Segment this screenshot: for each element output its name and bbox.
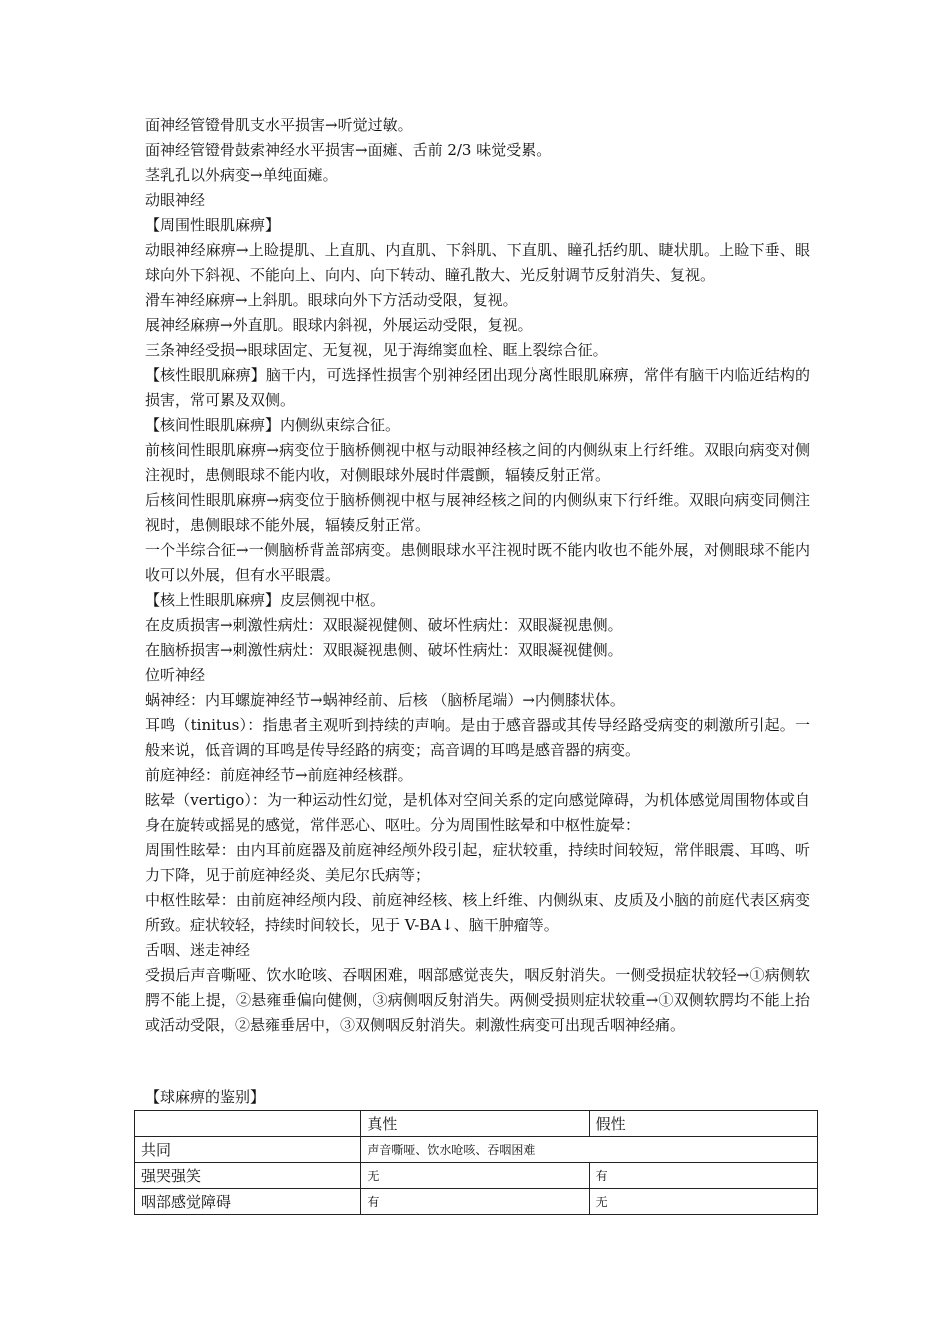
table-row xyxy=(135,1163,818,1189)
section-heading: 动眼神经 xyxy=(145,191,206,209)
table-header-cell xyxy=(135,1111,361,1137)
paragraph: 三条神经受损→眼球固定、无复视，见于海绵窦血栓、眶上裂综合征。 xyxy=(145,341,608,359)
paragraph: 【核上性眼肌麻痹】皮层侧视中枢。 xyxy=(145,591,386,609)
paragraph: 周围性眩晕：由内耳前庭器及前庭神经颅外段引起，症状较重，持续时间较短，常伴眼震、耳鸣、听力下降，见于前庭神经炎、美尼尔氏病等； xyxy=(145,841,810,884)
paragraph: 【核间性眼肌麻痹】内侧纵束综合征。 xyxy=(145,416,401,434)
table-cell: 声音嘶哑、饮水呛咳、吞咽困难 xyxy=(361,1137,818,1163)
table-header-row xyxy=(135,1111,818,1137)
paragraph: 面神经管镫骨肌支水平损害→听觉过敏。 xyxy=(145,116,413,134)
paragraph: 后核间性眼肌麻痹→病变位于脑桥侧视中枢与展神经核之间的内侧纵束下行纤维。双眼向病变同侧注视时，患侧眼球不能外展，辐辏反射正常。 xyxy=(145,491,810,534)
paragraph: 面神经管镫骨鼓索神经水平损害→面瘫、舌前 2/3 味觉受累。 xyxy=(145,141,552,159)
row-label: 咽部感觉障碍 xyxy=(135,1189,361,1215)
paragraph: 中枢性眩晕：由前庭神经颅内段、前庭神经核、核上纤维、内侧纵束、皮质及小脑的前庭代表区病变所致。症状较轻，持续时间较长，见于 V-BA↓、脑干肿瘤等。 xyxy=(145,891,810,934)
row-label: 共同 xyxy=(135,1137,361,1163)
table-cell: 有 xyxy=(589,1163,817,1189)
table-cell: 无 xyxy=(361,1163,589,1189)
paragraph: 滑车神经麻痹→上斜肌。眼球向外下方活动受限，复视。 xyxy=(145,291,518,309)
paragraph: 茎乳孔以外病变→单纯面瘫。 xyxy=(145,166,338,184)
document-body xyxy=(145,113,810,1038)
subsection-heading: 【周围性眼肌麻痹】 xyxy=(145,216,281,234)
table-header-cell: 假性 xyxy=(589,1111,817,1137)
paragraph: 前核间性眼肌麻痹→病变位于脑桥侧视中枢与动眼神经核之间的内侧纵束上行纤维。双眼向病变对侧注视时，患侧眼球不能内收，对侧眼球外展时伴震颤，辐辏反射正常。 xyxy=(145,441,810,484)
paragraph: 受损后声音嘶哑、饮水呛咳、吞咽困难，咽部感觉丧失，咽反射消失。一侧受损症状较轻→①病侧软腭不能上提，②悬雍垂偏向健侧，③病侧咽反射消失。两侧受损则症状较重→①双侧软腭均不能上抬或活动受限，②悬雍垂居中，③双侧咽反射消失。刺激性病变可出现舌咽神经痛。 xyxy=(145,966,810,1034)
table-cell: 无 xyxy=(589,1189,817,1215)
paragraph: 【核性眼肌麻痹】脑干内，可选择性损害个别神经团出现分离性眼肌麻痹，常伴有脑干内临近结构的损害，常可累及双侧。 xyxy=(145,366,810,409)
paragraph: 耳鸣（tinitus）：指患者主观听到持续的声响。是由于感音器或其传导经路受病变的刺激所引起。一般来说，低音调的耳鸣是传导经路的病变；高音调的耳鸣是感音器的病变。 xyxy=(145,716,810,759)
section-heading: 舌咽、迷走神经 xyxy=(145,941,251,959)
paragraph: 在脑桥损害→刺激性病灶：双眼凝视患侧、破坏性病灶：双眼凝视健侧。 xyxy=(145,641,623,659)
paragraph: 蜗神经：内耳螺旋神经节→蜗神经前、后核 （脑桥尾端）→内侧膝状体。 xyxy=(145,691,625,709)
paragraph: 前庭神经：前庭神经节→前庭神经核群。 xyxy=(145,766,413,784)
row-label: 强哭强笑 xyxy=(135,1163,361,1189)
paragraph: 一个半综合征→一侧脑桥背盖部病变。患侧眼球水平注视时既不能内收也不能外展，对侧眼球不能内收可以外展，但有水平眼震。 xyxy=(145,541,810,584)
paragraph: 展神经麻痹→外直肌。眼球内斜视，外展运动受限，复视。 xyxy=(145,316,533,334)
paragraph: 动眼神经麻痹→上睑提肌、上直肌、内直肌、下斜肌、下直肌、瞳孔括约肌、睫状肌。上睑下垂、眼球向外下斜视、不能向上、向内、向下转动、瞳孔散大、光反射调节反射消失、复视。 xyxy=(145,241,810,284)
table-row xyxy=(135,1137,818,1163)
bulbar-palsy-table xyxy=(134,1110,818,1215)
table-caption: 【球麻痹的鉴别】 xyxy=(145,1088,266,1106)
table-row xyxy=(135,1189,818,1215)
paragraph: 在皮质损害→刺激性病灶：双眼凝视健侧、破坏性病灶：双眼凝视患侧。 xyxy=(145,616,623,634)
paragraph: 眩晕（vertigo）：为一种运动性幻觉，是机体对空间关系的定向感觉障碍，为机体感觉周围物体或自身在旋转或摇晃的感觉，常伴恶心、呕吐。分为周围性眩晕和中枢性旋晕： xyxy=(145,791,810,834)
section-heading: 位听神经 xyxy=(145,666,206,684)
table-cell: 有 xyxy=(361,1189,589,1215)
table-header-cell: 真性 xyxy=(361,1111,589,1137)
